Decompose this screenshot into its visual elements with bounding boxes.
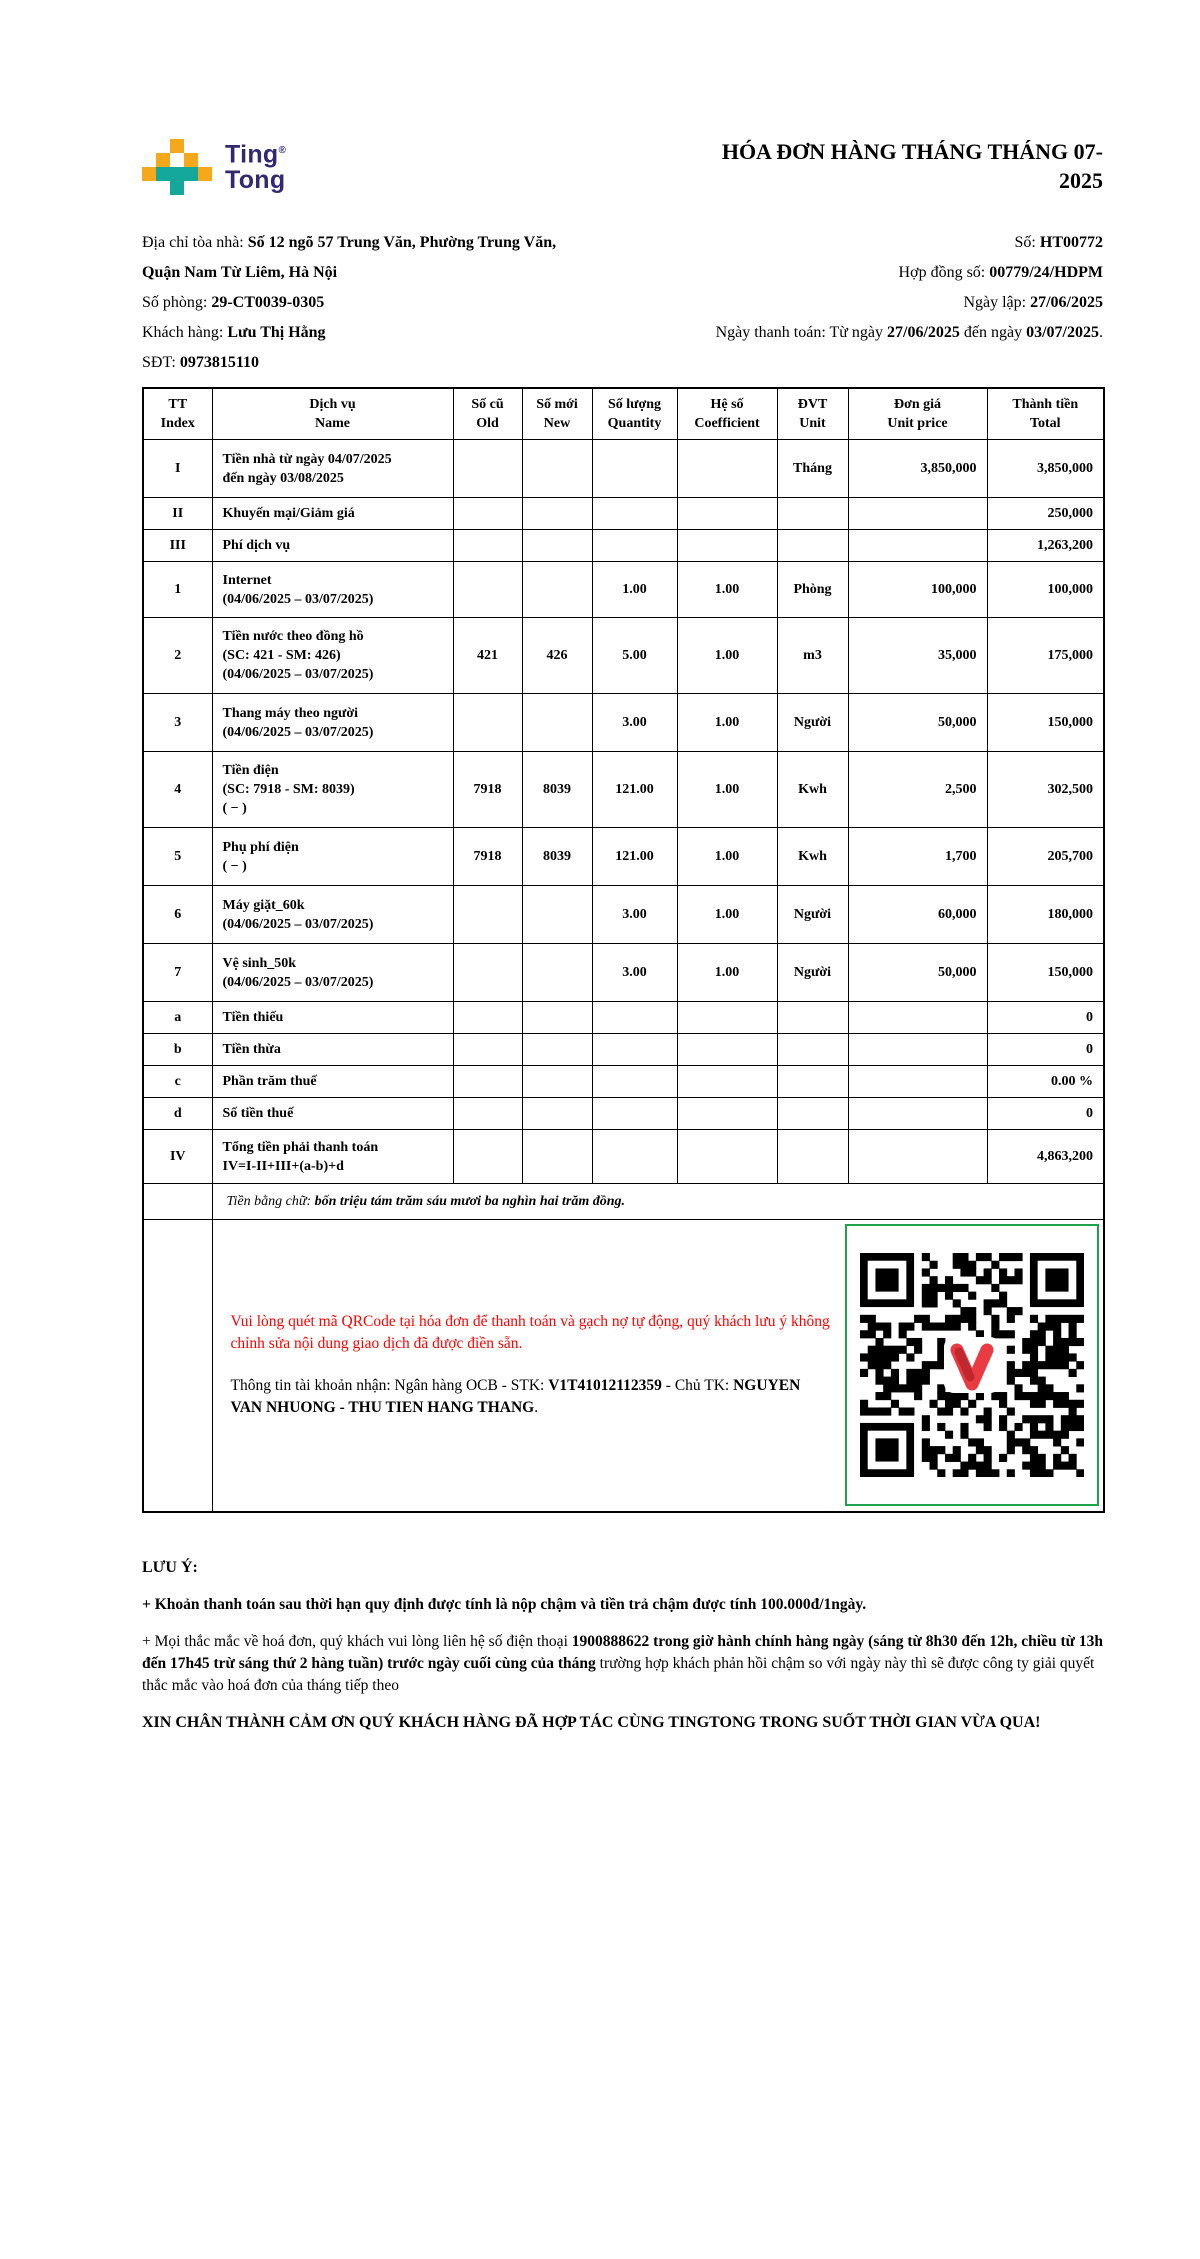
footer-notes	[142, 1557, 1103, 1735]
cell-name: Tổng tiền phải thanh toán IV=I-II+III+(a-b)+d	[212, 1130, 453, 1184]
cell-old: 7918	[453, 828, 522, 886]
payment-content	[215, 1222, 1102, 1508]
cell-name: Phụ phí điện ( − )	[212, 828, 453, 886]
payment-row	[143, 1220, 1104, 1512]
cell-new: 8039	[522, 752, 592, 828]
cell-old	[453, 1002, 522, 1034]
cell-old	[453, 1098, 522, 1130]
table-row	[143, 1002, 1104, 1034]
notes-title: LƯU Ý:	[142, 1558, 198, 1576]
payment-text	[215, 1311, 846, 1419]
cell-total: 302,500	[987, 752, 1104, 828]
text-segment: Ngày lập:	[963, 294, 1031, 311]
cell-price: 35,000	[848, 618, 987, 694]
text-segment: V1T41012112359	[548, 1377, 662, 1395]
cell-coef: 1.00	[677, 694, 777, 752]
cell-new	[522, 498, 592, 530]
cell-price: 1,700	[848, 828, 987, 886]
cell-coef: 1.00	[677, 944, 777, 1002]
cell-tt: d	[143, 1098, 212, 1130]
cell-price	[848, 1002, 987, 1034]
logo-pixel	[142, 167, 156, 181]
table-row	[143, 1098, 1104, 1130]
text-segment: Ngày thanh toán: Từ ngày	[715, 324, 888, 341]
cell-old	[453, 886, 522, 944]
table-row	[143, 886, 1104, 944]
cell-new: 426	[522, 618, 592, 694]
cell-total: 250,000	[987, 498, 1104, 530]
cell-new	[522, 440, 592, 498]
invoice-info-line	[623, 228, 1104, 258]
column-header: Thành tiền Total	[987, 388, 1104, 440]
cell-old	[453, 944, 522, 1002]
text-segment: - Chủ TK:	[661, 1377, 734, 1395]
cell-new	[522, 562, 592, 618]
cell-unit	[777, 1130, 848, 1184]
cell-name: Tiền nhà từ ngày 04/07/2025 đến ngày 03/08/2025	[212, 440, 453, 498]
logo-pixel	[156, 153, 170, 167]
tingtong-logo-text	[225, 138, 286, 193]
amount-in-words-row	[143, 1184, 1104, 1220]
cell-new	[522, 944, 592, 1002]
cell-unit: Kwh	[777, 752, 848, 828]
cell-unit: Người	[777, 944, 848, 1002]
customer-info-line	[142, 288, 623, 318]
cell-coef	[677, 1034, 777, 1066]
cell-name: Khuyến mại/Giảm giá	[212, 498, 453, 530]
table-row	[143, 530, 1104, 562]
amount-in-words-value: bốn triệu tám trăm sáu mươi ba nghìn hai trăm đồng.	[314, 1194, 626, 1209]
amount-in-words-label: Tiền bằng chữ:	[226, 1194, 315, 1209]
cell-qty: 121.00	[592, 752, 677, 828]
cell-name: Số tiền thuế	[212, 1098, 453, 1130]
cell-total: 150,000	[987, 944, 1104, 1002]
cell-new	[522, 694, 592, 752]
cell-name: Vệ sinh_50k (04/06/2025 – 03/07/2025)	[212, 944, 453, 1002]
cell-name: Phần trăm thuế	[212, 1066, 453, 1098]
invoice-title	[643, 137, 1103, 195]
cell-coef	[677, 440, 777, 498]
cell-price: 100,000	[848, 562, 987, 618]
cell-total: 0	[987, 1098, 1104, 1130]
cell-unit	[777, 1066, 848, 1098]
tingtong-logo-icon	[142, 139, 212, 197]
invoice-info-line	[623, 258, 1104, 288]
column-header: Đơn giá Unit price	[848, 388, 987, 440]
cell-old	[453, 498, 522, 530]
text-segment: + Mọi thắc mắc về hoá đơn, quý khách vui lòng liên hệ số điện thoại	[142, 1632, 572, 1650]
table-row	[143, 828, 1104, 886]
cell-tt: 1	[143, 562, 212, 618]
cell-coef	[677, 1130, 777, 1184]
cell-new	[522, 886, 592, 944]
logo-pixel	[170, 139, 184, 153]
cell-price	[848, 530, 987, 562]
cell-name: Internet (04/06/2025 – 03/07/2025)	[212, 562, 453, 618]
cell-qty: 5.00	[592, 618, 677, 694]
customer-info	[142, 228, 623, 378]
table-row	[143, 752, 1104, 828]
cell-new	[522, 1098, 592, 1130]
column-header: TT Index	[143, 388, 212, 440]
cell-new: 8039	[522, 828, 592, 886]
cell-unit: Kwh	[777, 828, 848, 886]
cell-total: 205,700	[987, 828, 1104, 886]
cell-tt: 4	[143, 752, 212, 828]
cell-total: 0.00 %	[987, 1066, 1104, 1098]
logo-pixel	[198, 167, 212, 181]
cell-tt: I	[143, 440, 212, 498]
column-header: Hệ số Coefficient	[677, 388, 777, 440]
table-row	[143, 498, 1104, 530]
cell-total: 0	[987, 1034, 1104, 1066]
cell-name: Máy giặt_60k (04/06/2025 – 03/07/2025)	[212, 886, 453, 944]
cell-unit	[777, 1098, 848, 1130]
logo-pixel	[156, 167, 170, 181]
text-segment: Khách hàng:	[142, 324, 228, 341]
column-header: Số lượng Quantity	[592, 388, 677, 440]
cell-old	[453, 694, 522, 752]
cell-qty	[592, 498, 677, 530]
brand-logo	[142, 135, 286, 197]
customer-info-line	[142, 258, 623, 288]
cell-tt: 6	[143, 886, 212, 944]
table-row	[143, 1066, 1104, 1098]
text-segment: 29-CT0039-0305	[211, 294, 325, 311]
invoice-table	[142, 387, 1105, 1513]
cell-price: 3,850,000	[848, 440, 987, 498]
registered-mark: ®	[278, 145, 287, 156]
cell-price: 2,500	[848, 752, 987, 828]
text-segment: Số:	[1014, 234, 1040, 251]
cell-old: 421	[453, 618, 522, 694]
text-segment: trước ngày cuối cùng của tháng	[387, 1654, 596, 1672]
cell-new	[522, 1034, 592, 1066]
cell-new	[522, 1066, 592, 1098]
qr-code	[845, 1224, 1099, 1506]
cell-tt: 7	[143, 944, 212, 1002]
cell-old	[453, 1066, 522, 1098]
cell-unit	[777, 1034, 848, 1066]
column-header: Số cũ Old	[453, 388, 522, 440]
brand-word-1: Ting®	[225, 140, 287, 169]
cell-tt: II	[143, 498, 212, 530]
text-segment: 1900888622 trong giờ hành chính hàng ngày (sáng từ 8h30 đến 12h, chiều từ 13h đến 17h45 trừ sáng thứ 2 hàng tuần)	[142, 1632, 1103, 1672]
cell-name: Tiền điện (SC: 7918 - SM: 8039) ( − )	[212, 752, 453, 828]
cell-old	[453, 1130, 522, 1184]
text-segment: Lưu Thị Hằng	[227, 324, 326, 341]
cell-coef	[677, 530, 777, 562]
table-row	[143, 562, 1104, 618]
cell-price: 60,000	[848, 886, 987, 944]
cell-price	[848, 1098, 987, 1130]
column-header: Dịch vụ Name	[212, 388, 453, 440]
invoice-header	[142, 135, 1103, 213]
column-header: Số mới New	[522, 388, 592, 440]
cell-tt: a	[143, 1002, 212, 1034]
cell-qty	[592, 440, 677, 498]
table-row	[143, 1034, 1104, 1066]
table-row	[143, 1130, 1104, 1184]
table-row	[143, 944, 1104, 1002]
cell-old	[453, 562, 522, 618]
cell-unit	[777, 530, 848, 562]
logo-pixel	[170, 167, 184, 181]
text-segment: Quận Nam Từ Liêm, Hà Nội	[142, 264, 338, 281]
cell-unit: Người	[777, 694, 848, 752]
cell-old: 7918	[453, 752, 522, 828]
cell-name: Tiền nước theo đồng hồ (SC: 421 - SM: 426) (04/06/2025 – 03/07/2025)	[212, 618, 453, 694]
thanks-message: XIN CHÂN THÀNH CẢM ƠN QUÝ KHÁCH HÀNG ĐÃ HỢP TÁC CÙNG TINGTONG TRONG SUỐT THỜI GIAN VỪA QUA!	[142, 1713, 1041, 1731]
cell-qty	[592, 530, 677, 562]
payment-cell	[212, 1220, 1104, 1512]
text-segment: 03/07/2025	[1026, 324, 1099, 341]
cell-qty	[592, 1066, 677, 1098]
cell-total: 150,000	[987, 694, 1104, 752]
table-row	[143, 440, 1104, 498]
cell-total: 100,000	[987, 562, 1104, 618]
text-segment: Hợp đồng số:	[898, 264, 990, 281]
cell-unit: m3	[777, 618, 848, 694]
text-segment: Thông tin tài khoản nhận: Ngân hàng OCB - STK:	[230, 1377, 549, 1395]
invoice-title-line1: HÓA ĐƠN HÀNG THÁNG THÁNG 07-	[721, 139, 1103, 164]
cell-empty	[143, 1184, 212, 1220]
customer-info-line	[142, 228, 623, 258]
cell-qty: 121.00	[592, 828, 677, 886]
cell-qty	[592, 1002, 677, 1034]
column-header: ĐVT Unit	[777, 388, 848, 440]
invoice-meta	[142, 228, 1103, 378]
cell-total: 3,850,000	[987, 440, 1104, 498]
cell-price	[848, 1130, 987, 1184]
cell-price: 50,000	[848, 694, 987, 752]
invoice-info-line	[623, 288, 1104, 318]
cell-total: 0	[987, 1002, 1104, 1034]
cell-name: Tiền thừa	[212, 1034, 453, 1066]
cell-new	[522, 1130, 592, 1184]
customer-info-line	[142, 348, 623, 378]
text-segment: HT00772	[1039, 234, 1103, 251]
text-segment: NGUYEN VAN NHUONG - THU TIEN HANG THANG	[230, 1377, 801, 1417]
cell-tt: 2	[143, 618, 212, 694]
table-header-row	[143, 388, 1104, 440]
qr-notice-red: Vui lòng quét mã QRCode tại hóa đơn để thanh toán và gạch nợ tự động, quý khách lưu ý không chỉnh sửa nội dung giao dịch đã được điền sẵn.	[230, 1313, 830, 1353]
cell-new	[522, 530, 592, 562]
cell-unit: Tháng	[777, 440, 848, 498]
text-segment: 0973815110	[179, 354, 259, 371]
cell-unit	[777, 498, 848, 530]
cell-unit: Người	[777, 886, 848, 944]
text-segment: 27/06/2025	[887, 324, 960, 341]
cell-qty	[592, 1130, 677, 1184]
cell-name: Thang máy theo người (04/06/2025 – 03/07/2025)	[212, 694, 453, 752]
brand-word-2: Tong	[225, 166, 286, 195]
cell-coef	[677, 1098, 777, 1130]
cell-total: 175,000	[987, 618, 1104, 694]
cell-tt: 5	[143, 828, 212, 886]
cell-tt: b	[143, 1034, 212, 1066]
customer-info-line	[142, 318, 623, 348]
cell-price	[848, 1066, 987, 1098]
cell-old	[453, 530, 522, 562]
cell-qty: 3.00	[592, 944, 677, 1002]
cell-coef	[677, 1002, 777, 1034]
cell-coef	[677, 1066, 777, 1098]
qr-code-image	[860, 1253, 1084, 1477]
cell-old	[453, 1034, 522, 1066]
cell-name: Tiền thiếu	[212, 1002, 453, 1034]
cell-qty	[592, 1098, 677, 1130]
cell-old	[453, 440, 522, 498]
text-segment: .	[1099, 324, 1103, 341]
cell-tt: III	[143, 530, 212, 562]
cell-unit	[777, 1002, 848, 1034]
cell-total: 180,000	[987, 886, 1104, 944]
cell-qty: 1.00	[592, 562, 677, 618]
table-row	[143, 694, 1104, 752]
cell-coef: 1.00	[677, 886, 777, 944]
cell-coef: 1.00	[677, 562, 777, 618]
cell-coef	[677, 498, 777, 530]
note-late-payment: + Khoản thanh toán sau thời hạn quy định được tính là nộp chậm và tiền trả chậm được tính 100.000đ/1ngày.	[142, 1595, 867, 1613]
invoice-title-line2: 2025	[1059, 168, 1103, 193]
cell-total: 1,263,200	[987, 530, 1104, 562]
text-segment: .	[534, 1399, 539, 1417]
text-segment: 00779/24/HDPM	[989, 264, 1103, 281]
table-row	[143, 618, 1104, 694]
amount-in-words	[212, 1184, 1104, 1220]
text-segment: Địa chỉ tòa nhà:	[142, 234, 248, 251]
cell-unit: Phòng	[777, 562, 848, 618]
text-segment: Số 12 ngõ 57 Trung Văn, Phường Trung Văn,	[247, 234, 557, 251]
cell-coef: 1.00	[677, 828, 777, 886]
account-info	[231, 1375, 834, 1419]
cell-empty	[143, 1220, 212, 1512]
cell-total: 4,863,200	[987, 1130, 1104, 1184]
logo-pixel	[184, 167, 198, 181]
text-segment: 27/06/2025	[1030, 294, 1103, 311]
text-segment: đến ngày	[959, 324, 1027, 341]
note-contact	[142, 1631, 1103, 1697]
cell-name: Phí dịch vụ	[212, 530, 453, 562]
logo-pixel	[184, 153, 198, 167]
cell-qty	[592, 1034, 677, 1066]
invoice-info	[623, 228, 1104, 378]
cell-coef: 1.00	[677, 752, 777, 828]
cell-tt: 3	[143, 694, 212, 752]
text-segment: SĐT:	[142, 354, 180, 371]
cell-qty: 3.00	[592, 694, 677, 752]
cell-coef: 1.00	[677, 618, 777, 694]
cell-price: 50,000	[848, 944, 987, 1002]
text-segment: Số phòng:	[142, 294, 212, 311]
cell-new	[522, 1002, 592, 1034]
text-segment: trường hợp khách phản hồi chậm so với ngày này thì sẽ được công ty giải quyết thắc mắc vào hoá đơn của tháng tiếp theo	[142, 1654, 1095, 1694]
logo-pixel	[170, 181, 184, 195]
cell-price	[848, 498, 987, 530]
cell-price	[848, 1034, 987, 1066]
cell-tt: c	[143, 1066, 212, 1098]
cell-tt: IV	[143, 1130, 212, 1184]
invoice-info-line	[623, 318, 1104, 348]
cell-qty: 3.00	[592, 886, 677, 944]
